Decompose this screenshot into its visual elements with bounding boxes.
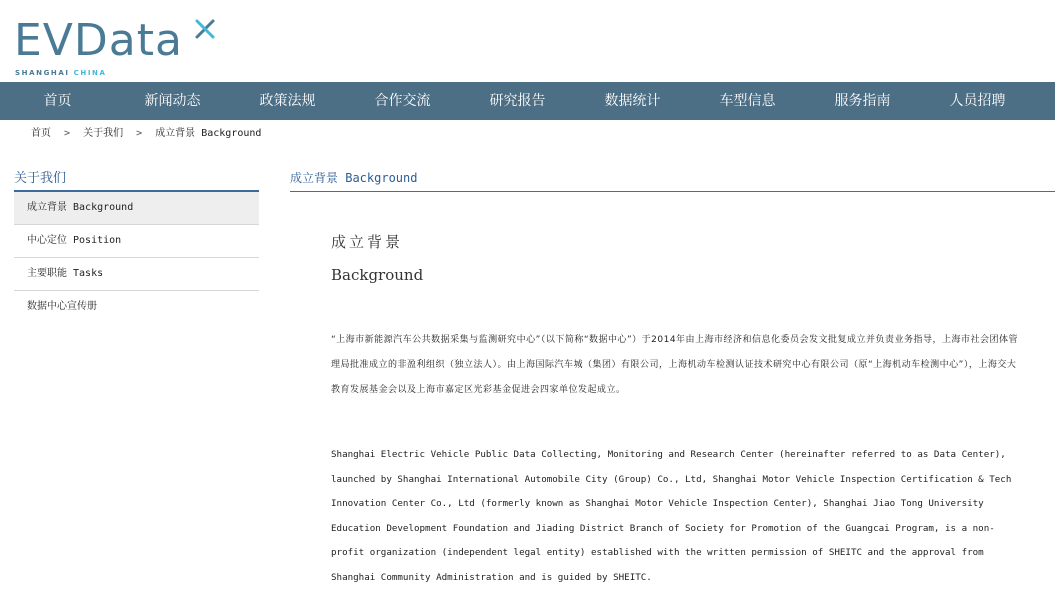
heading-chinese: 成立背景 — [331, 233, 404, 251]
breadcrumb-home-link[interactable]: 首页 — [31, 128, 51, 139]
sidebar-item-brochure[interactable]: 数据中心宣传册 — [27, 301, 97, 312]
sidebar — [14, 168, 259, 323]
breadcrumb-current: 成立背景 Background — [155, 128, 262, 139]
sidebar-item-position[interactable]: 中心定位 Position — [14, 225, 259, 258]
nav-item-home[interactable]: 首页 — [43, 93, 72, 109]
nav-item-vehicles[interactable]: 车型信息 — [719, 93, 776, 109]
sidebar-item-background[interactable]: 成立背景 Background — [14, 192, 259, 225]
nav-item-cooperation[interactable]: 合作交流 — [374, 93, 431, 109]
nav-item-reports[interactable]: 研究报告 — [489, 93, 546, 109]
breadcrumb-about-link[interactable]: 关于我们 — [83, 128, 124, 139]
main-nav — [0, 82, 1055, 120]
nav-item-services[interactable]: 服务指南 — [834, 93, 891, 109]
nav-item-recruitment[interactable]: 人员招聘 — [949, 93, 1006, 109]
nav-item-policy[interactable]: 政策法规 — [259, 93, 316, 109]
evdata-logo[interactable] — [14, 16, 224, 80]
site-header — [0, 0, 1055, 82]
nav-item-news[interactable]: 新闻动态 — [144, 93, 201, 109]
logo-subtitle-city: SHANGHAI — [15, 69, 70, 77]
main-content — [290, 168, 1055, 583]
breadcrumb-separator: > — [136, 128, 143, 139]
paragraph-chinese: “上海市新能源汽车公共数据采集与监测研究中心”（以下简称“数据中心”）于2014年由上海市经济和信息化委员会发文批复成立并负责业务指导，上海市社会团体管理局批准成立的非盈利组织（独立法人）。由上海国际汽车城（集团）有限公司，上海机动车检测认证技术研究中心有限公司（原“上海机动车检测中心”），上海交大教育发展基金会以及上海市嘉定区光彩基金促进会四家单位发起成立。 — [331, 335, 1019, 395]
section-title: 成立背景 Background — [290, 168, 1055, 192]
breadcrumb — [31, 124, 261, 139]
heading-english: Background — [331, 266, 424, 284]
logo-subtitle-country: CHINA — [73, 69, 107, 77]
logo-x-mark-icon — [194, 18, 216, 40]
paragraph-english: Shanghai Electric Vehicle Public Data Collecting, Monitoring and Research Center (hereinafter referred to as Data Center), launched by Shanghai International Automobile City (Group) Co., Ltd, Shanghai Motor Vehicle Inspection Certification & Tech Innovation Center Co., Ltd (formerly known as Shanghai Motor Vehicle Inspection Center), Shanghai Jiao Tong University Education Development Foundation and Jiading District Branch of Society for Promotion of the Guangcai Program, is a non-profit organization (independent legal entity) established with the written permission of SHEITC and the approval from Shanghai Community Administration and is guided by SHEITC. — [331, 449, 1012, 583]
nav-item-statistics[interactable]: 数据统计 — [604, 93, 661, 109]
breadcrumb-separator: > — [64, 128, 71, 139]
logo-subtitle — [15, 69, 107, 77]
sidebar-item-tasks[interactable]: 主要职能 Tasks — [14, 258, 259, 291]
logo-wordmark: EVData — [14, 15, 183, 66]
sidebar-title: 关于我们 — [14, 168, 259, 192]
